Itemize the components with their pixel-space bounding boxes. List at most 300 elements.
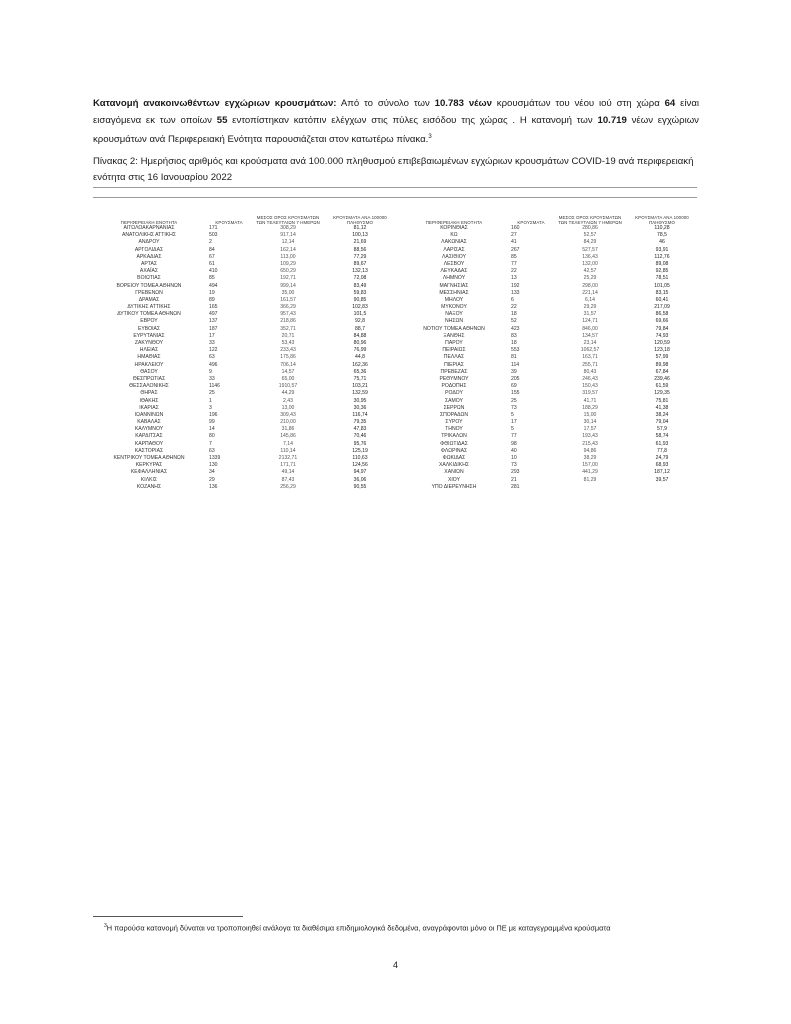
left-rows [93,225,395,491]
cases-value: 494 [209,282,218,289]
rate-value: 93,91 [655,246,669,253]
cases-value: 187 [209,325,218,332]
mean-value: 2132,71 [278,455,298,461]
unit-name: ΛΕΥΚΑΔΑΣ [440,268,468,275]
cases-value: 18 [511,311,517,318]
table-row [395,398,697,405]
table-row [395,441,697,448]
unit-name: ΣΠΟΡΑΔΩΝ [439,411,469,418]
unit-name: ΑΙΤΩΛΟΑΚΑΡΝΑΝΙΑΣ [123,225,175,231]
table-row [93,290,395,297]
cases-value: 77 [511,433,517,440]
cases-value: 137 [209,318,218,325]
mean-value: 280,86 [582,225,598,231]
mean-value: 706,14 [280,361,296,368]
header-mean-right [555,215,625,225]
rate-value: 92,8 [355,318,365,325]
cases-value: 553 [511,347,520,354]
paragraph-footnote-ref: 3 [428,134,432,140]
unit-name: ΚΑΣΤΟΡΙΑΣ [134,447,164,454]
mean-value: 1910,57 [278,383,298,390]
cases-value: 293 [511,469,520,476]
header-mean [253,215,323,225]
unit-name: ΘΕΣΣΑΛΟΝΙΚΗΣ [129,383,169,390]
rate-value: 110,63 [352,455,368,461]
cases-value: 497 [209,311,218,318]
header-unit: ΠΕΡΙΦΕΡΕΙΑΚΗ ΕΝΟΤΗΤΑ [120,220,178,225]
table-row [395,232,697,239]
rate-value: 60,41 [655,296,669,303]
unit-name: ΣΑΜΟΥ [445,397,463,404]
header-mean-line1: ΜΕΣΟΣ ΟΡΟΣ ΚΡΟΥΣΜΑΤΩΝ [256,215,320,220]
cases-value: 17 [209,332,215,339]
table-row [93,448,395,455]
rate-value: 69,66 [655,318,669,325]
mean-value: 192,71 [280,275,296,282]
mean-value: 65,00 [281,375,295,382]
paragraph-text-4: εντοπίστηκαν κατόπιν ελέγχων στις πύλες εισόδου της χώρας . Η κατανομή των [227,114,598,126]
cases-value: 10 [511,455,517,461]
unit-name: ΙΩΑΝΝΙΝΩΝ [134,411,164,418]
rate-value: 90,55 [353,483,367,490]
unit-name: ΛΗΜΝΟΥ [442,275,466,282]
rate-value: 95,76 [353,440,367,447]
unit-name: ΘΗΡΑΣ [140,390,158,397]
cases-value: 281 [511,483,520,490]
table-row [395,239,697,246]
unit-name: ΝΟΤΙΟΥ ΤΟΜΕΑ ΑΘΗΝΩΝ [423,325,485,332]
mean-value: 256,29 [280,483,296,490]
header-unit-right: ΠΕΡΙΦΕΡΕΙΑΚΗ ΕΝΟΤΗΤΑ [425,220,483,225]
unit-name: ΚΕΡΚΥΡΑΣ [135,462,163,469]
cases-value: 25 [511,397,517,404]
unit-name: ΤΗΝΟΥ [445,426,463,433]
mean-value: 161,57 [280,296,296,303]
mean-value: 49,14 [281,469,295,476]
rate-value: 84,88 [353,332,367,339]
table-row [93,283,395,290]
paragraph-text-3: είναι εισαγόμενα εκ των οποίων [93,98,699,126]
mean-value: 193,43 [582,433,598,440]
rate-value: 72,08 [353,275,367,282]
cases-value: 73 [511,462,517,469]
unit-name: ΙΘΑΚΗΣ [139,397,159,404]
unit-name: ΦΛΩΡΙΝΑΣ [440,447,468,454]
table-row [93,369,395,376]
cases-value: 171 [209,225,218,231]
cases-value: 22 [511,268,517,275]
rate-value: 57,9 [657,426,667,433]
mean-value: 44,29 [281,390,295,397]
cases-value: 25 [209,390,215,397]
paragraph-bold-1: 10.783 νέων [434,98,492,109]
unit-name: ΚΑΛΥΜΝΟΥ [134,426,164,433]
unit-name: ΥΠΟ ΔΙΕΡΕΥΝΗΣΗ [431,483,477,490]
mean-value: 38,29 [583,455,597,461]
cases-value: 6 [511,296,514,303]
mean-value: 87,43 [281,476,295,483]
cases-value: 81 [511,354,517,361]
rate-value: 125,19 [352,447,368,454]
unit-name: ΣΕΡΡΩΝ [443,404,465,411]
rate-value: 46 [659,239,665,246]
unit-name: ΑΡΚΑΔΙΑΣ [136,253,162,260]
mean-value: 84,29 [583,239,597,246]
cases-value: 5 [511,426,514,433]
table-row [93,412,395,419]
mean-value: 7,14 [283,440,293,447]
mean-value: 215,43 [582,440,598,447]
cases-value: 41 [511,239,517,246]
table-row [395,318,697,325]
mean-value: 150,43 [582,383,598,390]
unit-name: ΚΕΝΤΡΙΚΟΥ ΤΟΜΕΑ ΑΘΗΝΩΝ [113,455,185,461]
rate-value: 78,51 [655,275,669,282]
table-row [395,369,697,376]
rate-value: 79,84 [655,325,669,332]
unit-name: ΠΕΙΡΑΙΩΣ [442,347,466,354]
mean-value: 132,00 [582,260,598,267]
table-row [395,326,697,333]
unit-name: ΞΑΝΘΗΣ [443,332,465,339]
unit-name: ΒΟΡΕΙΟΥ ΤΟΜΕΑ ΑΘΗΝΩΝ [116,282,182,289]
unit-name: ΚΑΡΠΑΘΟΥ [134,440,164,447]
rate-value: 81,12 [353,225,367,231]
cases-value: 160 [511,225,520,231]
table-top-rule-2 [93,197,697,198]
unit-name: ΠΑΡΟΥ [445,340,463,346]
unit-name: ΚΙΛΚΙΣ [140,476,158,483]
cases-value: 63 [209,447,215,454]
table-row [395,448,697,455]
table-row [93,297,395,304]
table-row [93,268,395,275]
rate-value: 92,85 [655,268,669,275]
mean-value: 136,43 [582,253,598,260]
mean-value: 846,00 [582,325,598,332]
unit-name: ΧΑΛΚΙΔΙΚΗΣ [438,462,470,469]
intro-paragraph [93,96,699,149]
table-row [395,347,697,354]
unit-name: ΕΥΡΥΤΑΝΙΑΣ [133,332,165,339]
rate-value: 68,93 [655,462,669,469]
table-row [395,469,697,476]
rate-value: 239,46 [654,375,670,382]
cases-value: 165 [209,304,218,311]
mean-value: 35,00 [281,289,295,296]
table-row [93,362,395,369]
unit-name: ΣΥΡΟΥ [445,419,463,426]
cases-value: 61 [209,260,215,267]
cases-value: 33 [209,340,215,346]
cases-value: 85 [511,253,517,260]
table-row [93,333,395,340]
mean-value: 29,29 [583,304,597,311]
mean-value: 527,57 [582,246,598,253]
cases-value: 267 [511,246,520,253]
table-row [395,297,697,304]
cases-value: 3 [209,404,212,411]
mean-value: 52,57 [583,232,597,239]
mean-value: 2,43 [283,397,293,404]
header-cases-right: ΚΡΟΥΣΜΑΤΑ [517,220,545,225]
unit-name: ΔΥΤΙΚΟΥ ΤΟΜΕΑ ΑΘΗΝΩΝ [117,311,181,318]
mean-value: 221,14 [582,289,598,296]
footnote [104,921,704,933]
paragraph-text-5: νέων εγχώριων κρουσμάτων ανά Περιφερειακή Ενότητα παρουσιάζεται στον κατωτέρω πίνακα. [93,114,699,146]
cases-value: 1339 [209,455,221,461]
rate-value: 88,7 [355,325,365,332]
mean-value: 309,43 [280,411,296,418]
header-mean-right-line2: ΤΩΝ ΤΕΛΕΥΤΑΙΩΝ 7 ΗΜΕΡΩΝ [558,220,622,225]
mean-value: 17,57 [583,426,597,433]
table-row [93,326,395,333]
cases-value: 77 [511,260,517,267]
table-row [93,261,395,268]
cases-value: 22 [511,304,517,311]
mean-value: 163,71 [582,354,598,361]
unit-name: ΜΥΚΟΝΟΥ [441,304,467,311]
rate-value: 78,5 [657,232,667,239]
cases-value: 122 [209,347,218,354]
table-row [93,347,395,354]
cases-value: 84 [209,246,215,253]
cases-value: 99 [209,419,215,426]
table-row [395,268,697,275]
right-rows [395,225,697,491]
cases-value: 52 [511,318,517,325]
cases-value: 33 [209,375,215,382]
cases-value: 14 [209,426,215,433]
table-row [395,390,697,397]
table-row [93,477,395,484]
table-row [93,419,395,426]
table-row [93,390,395,397]
cases-value: 67 [209,253,215,260]
table-row [395,311,697,318]
header-rate [325,215,395,225]
cases-value: 63 [209,354,215,361]
rate-value: 162,36 [352,361,368,368]
rate-value: 39,57 [655,476,669,483]
unit-name: ΗΛΕΙΑΣ [139,347,159,354]
cases-value: 40 [511,447,517,454]
unit-name: ΚΩ [450,232,458,239]
paragraph-text-2: κρουσμάτων του νέου ιού στη χώρα [491,98,665,109]
cases-value: 9 [209,368,212,375]
cases-value: 1146 [209,383,220,390]
table-row [93,247,395,254]
paragraph-bold-2: 64 [664,98,676,109]
cases-value: 80 [209,433,215,440]
unit-name: ΝΗΣΩΝ [445,318,463,325]
page-number: 4 [392,960,398,970]
table-row [93,232,395,239]
table-row [93,455,395,462]
cases-value: 5 [511,411,514,418]
unit-name: ΜΑΓΝΗΣΙΑΣ [439,282,469,289]
table-row [395,304,697,311]
table-row [93,304,395,311]
table-row [395,362,697,369]
mean-value: 25,29 [583,275,597,282]
rate-value: 76,99 [353,347,367,354]
table-row [395,477,697,484]
unit-name: ΧΑΝΙΩΝ [444,469,464,476]
mean-value: 957,43 [280,311,296,318]
table-row [395,290,697,297]
cases-value: 73 [511,404,517,411]
rate-value: 217,09 [654,304,670,311]
mean-value: 124,71 [582,318,598,325]
unit-name: ΡΟΔΟΠΗΣ [441,383,467,390]
rate-value: 38,24 [655,411,669,418]
cases-value: 89 [209,296,215,303]
mean-value: 134,57 [582,332,598,339]
mean-value: 157,00 [582,462,598,469]
unit-name: ΡΟΔΟΥ [445,390,463,397]
rate-value: 24,79 [655,455,669,461]
table-row [395,283,697,290]
cases-value: 69 [511,383,517,390]
mean-value: 218,86 [280,318,296,325]
cases-value: 83 [511,332,517,339]
table-header [93,208,395,225]
rate-value: 83,15 [655,289,669,296]
mean-value: 42,57 [583,268,597,275]
mean-value: 441,29 [582,469,598,476]
rate-value: 90,85 [353,296,367,303]
header-cases: ΚΡΟΥΣΜΑΤΑ [215,220,243,225]
mean-value: 15,00 [583,411,597,418]
cases-value: 503 [209,232,218,239]
table-row [395,433,697,440]
rate-value: 187,12 [654,469,670,476]
mean-value: 162,14 [280,246,296,253]
rate-value: 57,99 [655,354,669,361]
mean-value: 6,14 [585,296,595,303]
unit-name: ΚΑΡΔΙΤΣΑΣ [135,433,163,440]
mean-value: 20,71 [281,332,295,339]
rate-value: 79,04 [655,419,669,426]
mean-value: 80,43 [583,368,597,375]
rate-value: 65,36 [353,368,367,375]
table-caption: Πίνακας 2: Ημερήσιος αριθμός και κρούσματα ανά 100.000 πληθυσμού επιβεβαιωμένων εγχώριων κρουσμάτων COVID-19 ανά περιφερειακή ενότητα στις 16 Ιανουαρίου 2022 [93,156,694,183]
table-row [93,318,395,325]
rate-value: 75,71 [353,375,367,382]
cases-value: 1 [209,397,212,404]
rate-value: 88,56 [353,246,367,253]
unit-name: ΛΑΡΙΣΑΣ [443,246,465,253]
rate-value: 101,5 [353,311,367,318]
rate-value: 58,74 [655,433,669,440]
table-row [395,247,697,254]
mean-value: 109,29 [280,260,296,267]
unit-name: ΑΝΔΡΟΥ [138,239,160,246]
rate-value: 101,05 [654,282,670,289]
unit-name: ΔΥΤΙΚΗΣ ΑΤΤΙΚΗΣ [127,304,171,311]
table-row [395,254,697,261]
cases-value: 29 [209,476,215,483]
cases-value: 114 [511,361,520,368]
table-row [395,333,697,340]
cases-value: 85 [209,275,215,282]
mean-value: 650,29 [280,268,296,275]
cases-value: 39 [511,368,517,375]
cases-value: 130 [209,462,218,469]
table-row [93,376,395,383]
cases-value: 496 [209,361,218,368]
mean-value: 366,29 [280,304,296,311]
table-row [93,469,395,476]
unit-name: ΛΑΣΙΘΙΟΥ [442,253,466,260]
mean-value: 41,71 [583,397,597,404]
unit-name: ΑΧΑΪΑΣ [139,268,159,275]
cases-value: 13 [511,275,517,282]
header-rate-line2: ΠΛΗΘΥΣΜΟ [346,220,374,225]
table-row [93,254,395,261]
rate-value: 102,83 [352,304,368,311]
rate-value: 103,21 [352,383,368,390]
table-row [93,354,395,361]
table-row [395,383,697,390]
cases-value: 27 [511,232,517,239]
mean-value: 12,14 [281,239,295,246]
unit-name: ΜΗΛΟΥ [444,296,464,303]
cases-value: 192 [511,282,520,289]
footnote-text: Η παρούσα κατανομή δύναται να τροποποιηθεί ανάλογα τα διαθέσιμα επιδημιολογικά δεδομένα, αναγράφονται μόνο οι ΠΕ με καταγεγραμμένα κρούσματα [106,923,611,933]
unit-name: ΑΡΓΟΛΙΔΑΣ [134,246,164,253]
table-top-rule [93,187,697,188]
rate-value: 86,58 [655,311,669,318]
table-left-half [93,208,395,491]
rate-value: 30,95 [353,397,367,404]
mean-value: 233,43 [280,347,296,354]
table-row [93,311,395,318]
header-rate-line1: ΚΡΟΥΣΜΑΤΑ ΑΝΑ 100000 [333,215,387,220]
cases-value: 7 [209,440,212,447]
table-row [93,225,395,232]
mean-value: 31,86 [281,426,295,433]
unit-name: ΕΥΒΟΙΑΣ [137,325,161,332]
mean-value: 352,71 [280,325,296,332]
rate-value: 80,96 [353,340,367,346]
table-row [93,462,395,469]
rate-value: 100,13 [352,232,368,239]
table-row [395,426,697,433]
mean-value: 210,00 [280,419,296,426]
cases-value: 2 [209,239,212,246]
paragraph-lead: Κατανομή ανακοινωθέντων εγχώριων κρουσμάτων: [93,98,337,109]
table-row [93,426,395,433]
rate-value: 70,46 [353,433,367,440]
rate-value: 30,36 [353,404,367,411]
cases-value: 34 [209,469,215,476]
unit-name: ΛΑΚΩΝΙΑΣ [441,239,467,246]
rate-value: 74,93 [655,332,669,339]
rate-value: 61,93 [655,440,669,447]
rate-value: 124,56 [352,462,368,469]
table-row [395,419,697,426]
mean-value: 298,00 [582,282,598,289]
mean-value: 999,14 [280,282,296,289]
unit-name: ΘΑΣΟΥ [140,368,158,375]
unit-name: ΑΝΑΤΟΛΙΚΗΣ ΑΤΤΙΚΗΣ [121,232,177,239]
mean-value: 255,71 [582,361,598,368]
rate-value: 75,81 [655,397,669,404]
unit-name: ΚΟΖΑΝΗΣ [136,483,162,490]
cases-value: 136 [209,483,218,490]
